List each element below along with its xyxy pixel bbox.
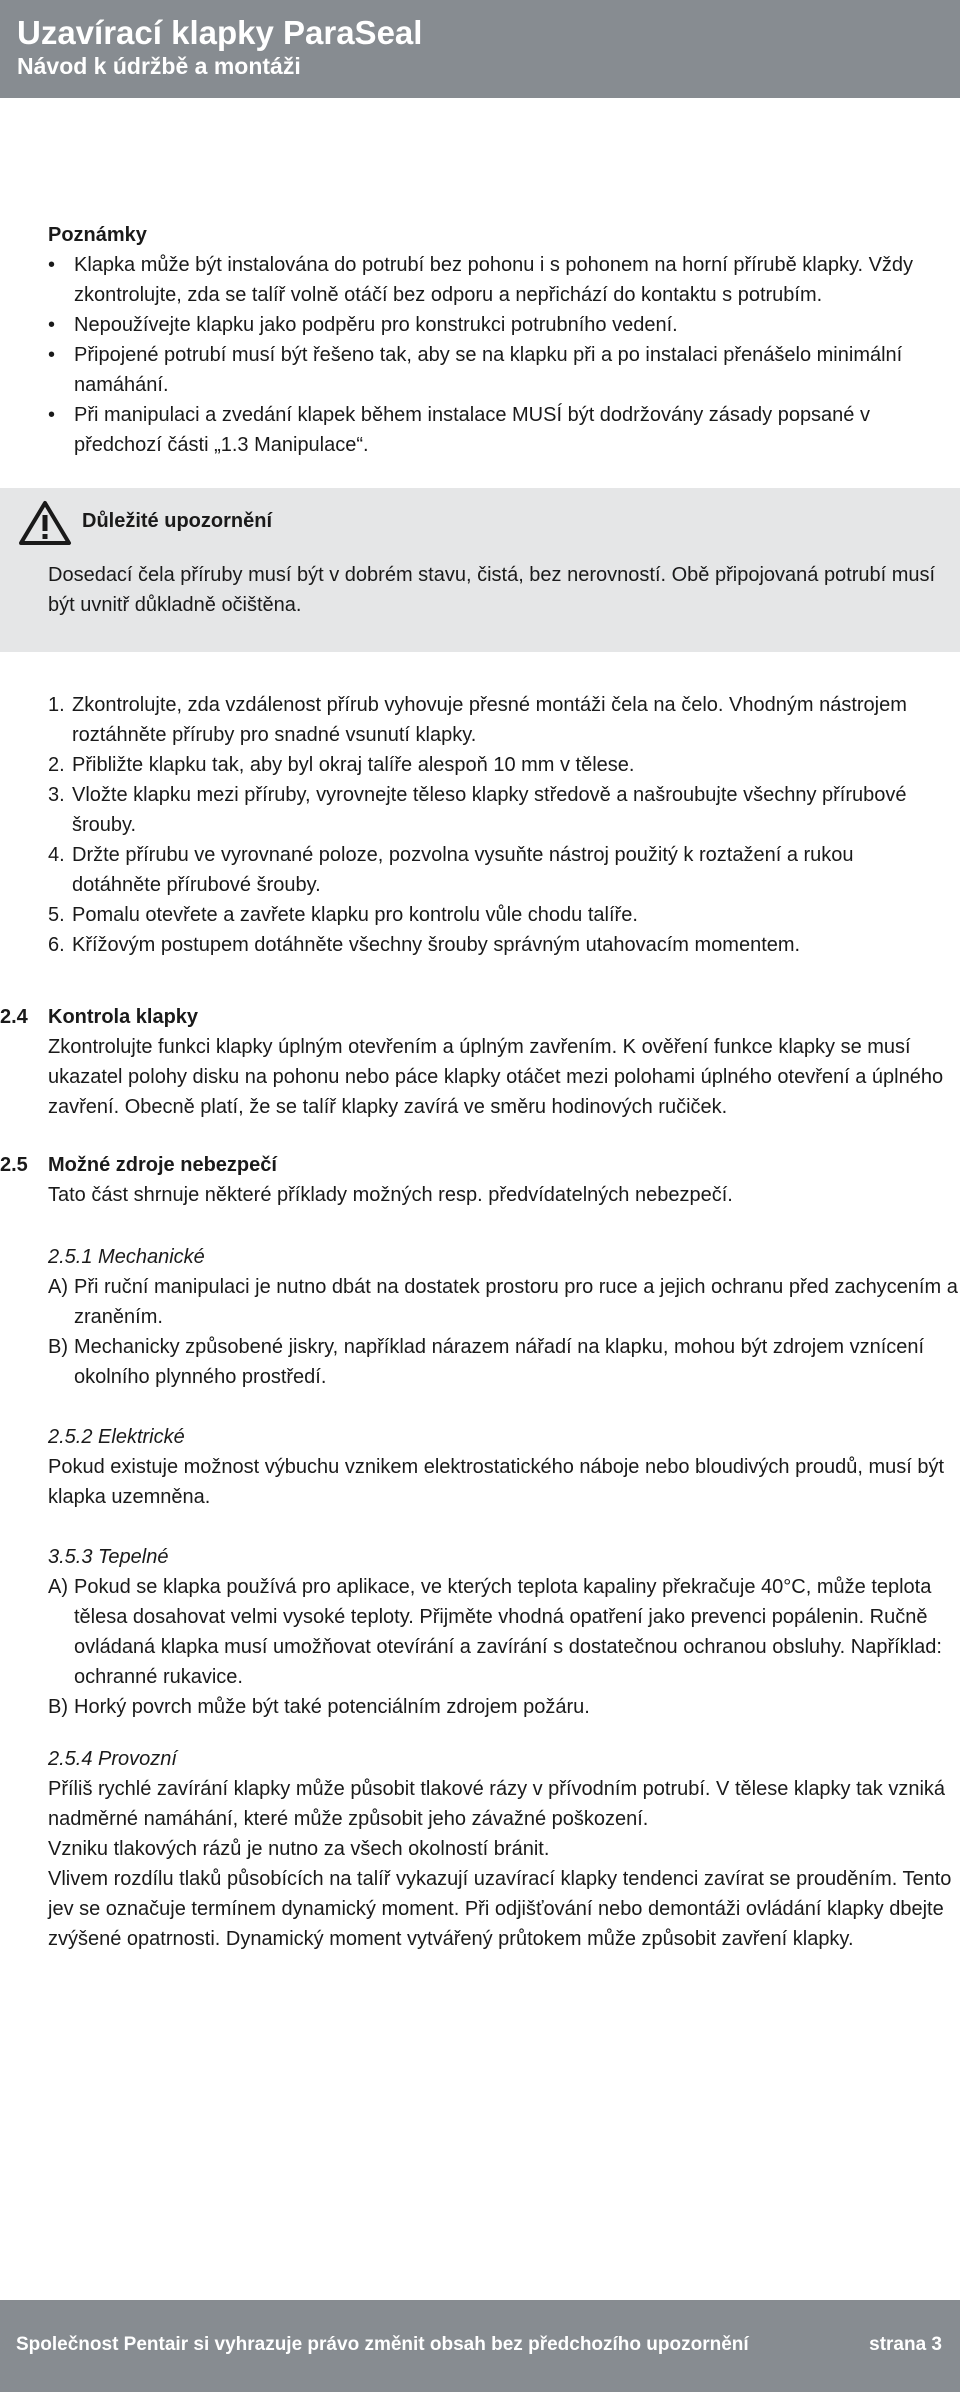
notes-item: • Při manipulaci a zvedání klapek během instalace MUSÍ být dodržovány zásady popsané v předchozí části „1.3 Manipulace“. — [48, 400, 948, 460]
document-title: Uzavírací klapky ParaSeal — [17, 14, 423, 51]
paragraph: Vlivem rozdílu tlaků působících na talíř vykazují uzavírací klapky tendenci zavírat se prouděním. Tento jev se označuje termínem dynamický moment. Při odjišťování nebo demontáži ovládání klapky dbejte zvýšené opatrnosti. Dynamický moment vytvářený průtokem může způsobit zavření klapky. — [48, 1868, 952, 1950]
warning-text: Dosedací čela příruby musí být v dobrém stavu, čistá, bez nerovností. Obě připojovaná potrubí musí být uvnitř důkladně očištěna. — [48, 564, 936, 616]
item-text: Pokud se klapka používá pro aplikace, ve kterých teplota kapaliny překračuje 40°C, může teplota tělesa dosahovat velmi vysoké teploty. Přijměte vhodná opatření jako prevenci popálenin. Ručně ovládaná klapka musí umožňovat otevírání a zavírání s dostatečnou ochranou obsluhy. Například: ochranné rukavice. — [74, 1576, 942, 1688]
subsection-title: 2.5.4 Provozní — [48, 1748, 177, 1770]
step-number: 1. — [48, 694, 65, 716]
step-text: Křížovým postupem dotáhněte všechny šrouby správným utahovacím momentem. — [72, 934, 801, 956]
list-item — [48, 750, 948, 780]
subsection-text: Pokud existuje možnost výbuchu vznikem elektrostatického náboje nebo bloudivých proudů, musí být klapka uzemněna. — [48, 1456, 945, 1508]
list-item — [48, 1692, 958, 1722]
notes-item: • Připojené potrubí musí být řešeno tak, aby se na klapku při a po instalaci přenášelo minimální namáhání. — [48, 340, 948, 400]
subsection-title: 2.5.1 Mechanické — [48, 1246, 205, 1268]
item-text: Horký povrch může být také potenciálním zdrojem požáru. — [74, 1696, 590, 1718]
warning-triangle-icon — [18, 500, 72, 555]
subsection-thermal — [48, 1542, 958, 1722]
paragraph: Vzniku tlakových rázů je nutno za všech okolností bránit. — [48, 1838, 550, 1860]
page-footer — [0, 2300, 960, 2392]
list-item — [48, 1572, 958, 1692]
item-label: B) — [48, 1696, 68, 1718]
footer-notice: Společnost Pentair si vyhrazuje právo změnit obsah bez předchozího upozornění — [16, 2334, 749, 2355]
subsection-electrical — [48, 1422, 958, 1512]
page-number: strana 3 — [869, 2334, 942, 2355]
list-item — [48, 840, 948, 900]
warning-title: Důležité upozornění — [82, 510, 272, 532]
step-number: 6. — [48, 934, 65, 956]
document-subtitle: Návod k údržbě a montáži — [17, 53, 301, 79]
list-item — [48, 930, 948, 960]
list-item — [48, 1272, 958, 1332]
paragraph: Příliš rychlé zavírání klapky může působit tlakové rázy v přívodním potrubí. V tělese klapky tak vzniká nadměrné namáhání, které může způsobit jeho závažné poškození. — [48, 1778, 946, 1830]
notes-heading: Poznámky — [48, 224, 147, 246]
subsection-mechanical — [48, 1242, 958, 1392]
list-item — [48, 900, 948, 930]
item-label: B) — [48, 1336, 68, 1358]
item-label: A) — [48, 1576, 68, 1598]
section-body: Tato část shrnuje některé příklady možných resp. předvídatelných nebezpečí. — [48, 1184, 733, 1206]
item-text: Mechanicky způsobené jiskry, například nárazem nářadí na klapku, mohou být zdrojem vznícení okolního plynného prostředí. — [74, 1336, 925, 1388]
page-header — [0, 0, 960, 98]
subsection-title: 3.5.3 Tepelné — [48, 1546, 169, 1568]
step-number: 5. — [48, 904, 65, 926]
section-number: 2.5 — [0, 1154, 28, 1176]
list-item — [48, 1332, 958, 1392]
list-item — [48, 780, 948, 840]
step-text: Držte přírubu ve vyrovnané poloze, pozvolna vysuňte nástroj použitý k roztažení a rukou dotáhněte přírubové šrouby. — [72, 844, 854, 896]
item-text: Při ruční manipulaci je nutno dbát na dostatek prostoru pro ruce a jejich ochranu před zachycením a zraněním. — [74, 1276, 958, 1328]
step-number: 4. — [48, 844, 65, 866]
section-title: Kontrola klapky — [48, 1006, 199, 1028]
section-body: Zkontrolujte funkci klapky úplným otevřením a úplným zavřením. K ověření funkce klapky se musí ukazatel polohy disku na pohonu nebo páce klapky otáčet mezi polohami úplného otevření a úplného zavření. Obecně platí, že se talíř klapky zavírá ve směru hodinových ručiček. — [48, 1036, 944, 1118]
subsection-operational — [48, 1744, 958, 1954]
item-label: A) — [48, 1276, 68, 1298]
section-number: 2.4 — [0, 1006, 28, 1028]
installation-steps — [48, 690, 948, 960]
section-title: Možné zdroje nebezpečí — [48, 1154, 277, 1176]
list-item — [48, 690, 948, 750]
warning-box — [0, 488, 960, 652]
step-text: Vložte klapku mezi příruby, vyrovnejte těleso klapky středově a našroubujte všechny přírubové šrouby. — [72, 784, 907, 836]
subsection-title: 2.5.2 Elektrické — [48, 1426, 185, 1448]
notes-item: • Klapka může být instalována do potrubí bez pohonu i s pohonem na horní přírubě klapky. Vždy zkontrolujte, zda se talíř volně otáčí bez odporu a nepřichází do kontaktu s potrubím. — [48, 250, 948, 310]
notes-item: • Nepoužívejte klapku jako podpěru pro konstrukci potrubního vedení. — [48, 310, 948, 340]
step-text: Zkontrolujte, zda vzdálenost přírub vyhovuje přesné montáži čela na čelo. Vhodným nástrojem roztáhněte příruby pro snadné vsunutí klapky. — [72, 694, 907, 746]
step-text: Pomalu otevřete a zavřete klapku pro kontrolu vůle chodu talíře. — [72, 904, 638, 926]
notes-section — [48, 220, 948, 460]
step-number: 3. — [48, 784, 65, 806]
step-text: Přibližte klapku tak, aby byl okraj talíře alespoň 10 mm v tělese. — [72, 754, 635, 776]
step-number: 2. — [48, 754, 65, 776]
